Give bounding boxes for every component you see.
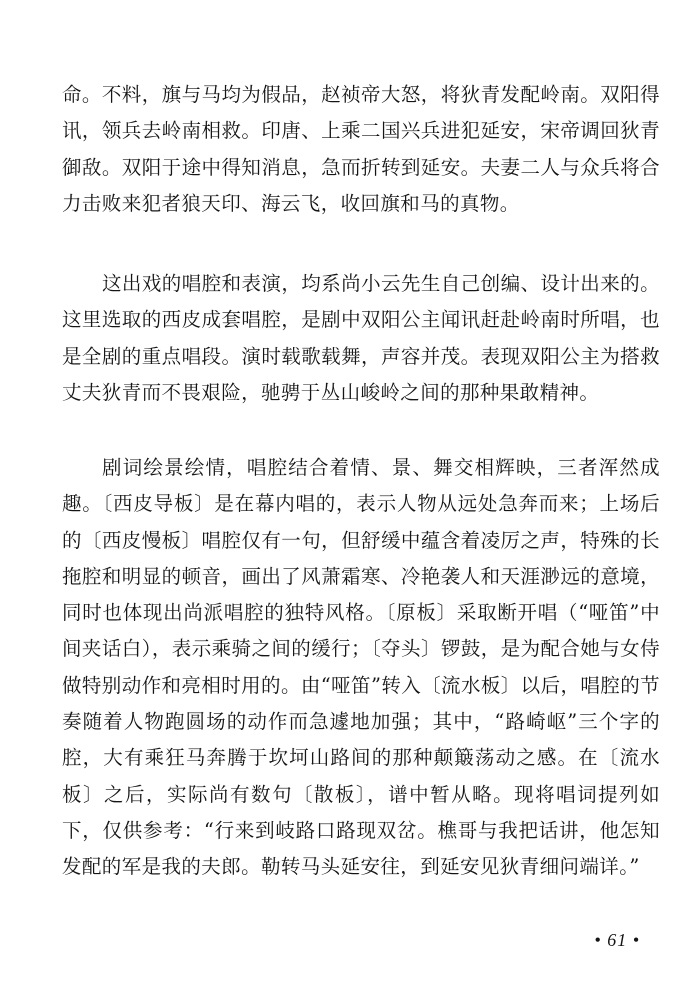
paragraph-1: 命。不料，旗与马均为假品，赵祯帝大怒，将狄青发配岭南。双阳得讯，领兵去岭南相救。印唐、上乘二国兴兵进犯延安，宋帝调回狄青御敌。双阳于途中得知消息，急而折转到延安。夫妻二人与众兵将合力击败来犯者狼天印、海云飞，收回旗和马的真物。: [62, 83, 660, 215]
page-number: • 61 •: [594, 930, 640, 950]
paragraph-3: 剧词绘景绘情，唱腔结合着情、景、舞交相辉映，三者浑然成趣。〔西皮导板〕是在幕内唱的，表示人物从远处急奔而来；上场后的〔西皮慢板〕唱腔仅有一句，但舒缓中蕴含着凌厉之声，特殊的长拖腔和明显的顿音，画出了风萧霜寒、冷艳袭人和天涯渺远的意境，同时也体现出尚派唱腔的独特风格。〔原板〕采取断开唱（“哑笛”中间夹话白），表示乘骑之间的缓行；〔夺头〕锣鼓，是为配合她与女侍做特别动作和亮相时用的。由“哑笛”转入〔流水板〕以后，唱腔的节奏随着人物跑圆场的动作而急遽地加强；其中，“路崎岖”三个字的腔，大有乘狂马奔腾于坎坷山路间的那种颠簸荡动之感。在〔流水板〕之后，实际尚有数句〔散板〕，谱中暂从略。现将唱词提列如下，仅供参考：“行来到岐路口路现双岔。樵哥与我把话讲，他怎知发配的军是我的夫郎。勒转马头延安往，到延安见狄青细问端详。”: [62, 456, 660, 879]
paragraph-2: 这出戏的唱腔和表演，均系尚小云先生自己创编、设计出来的。这里选取的西皮成套唱腔，是剧中双阳公主闻讯赶赴岭南时所唱，也是全剧的重点唱段。演时载歌载舞，声容并茂。表现双阳公主为搭救丈夫狄青而不畏艰险，驰骋于丛山峻岭之间的那种果敢精神。: [62, 272, 660, 404]
